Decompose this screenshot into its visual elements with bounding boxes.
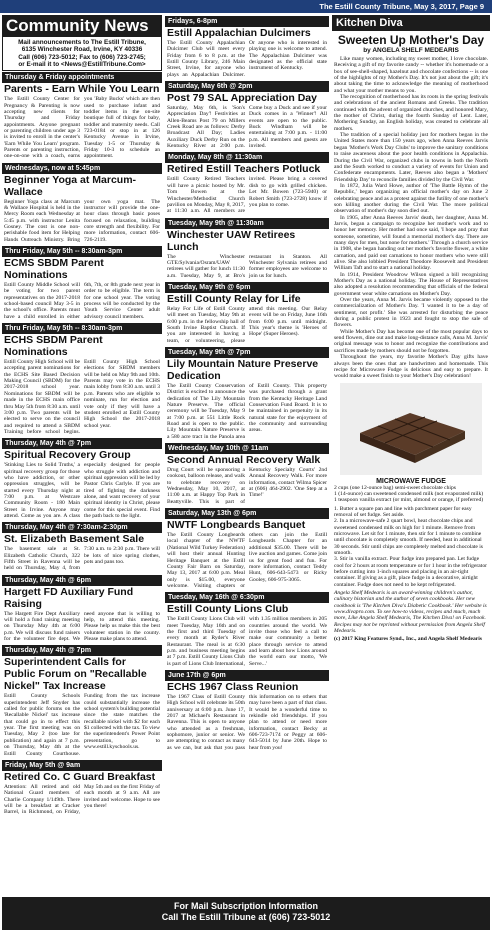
event-date-bar: Tuesday, May 16th @ 6:30pm [165,592,329,603]
event-body: The Hargett Fire Dept Auxiliary will hold a fund raising meeting on Thursday May 4th at 6:00 p.m. We will discuss fund raisers for the volunteer fire dept. We need anyone that is willing to help, to attend this meeting. Please help us make this the best volunteer station in the county. Please make plans to attend. [4,610,160,643]
event-body: Estill County Schools superintendent Jeff Snyder has called for public forums on the 'Recallable Nickel' tax increase that could go in to effect this year. The first meeting was on Tuesday, May 2 (too late for publication) and again at 7 p.m. on Thursday, May 4th at the Estill County Courthouse. Funding from the tax increase could substantially increase the school system's building potential since the state matches the recallable nickel with $2 for each $1 collected with the tax. To view the superintendent's Power Point presentation, go to www.estill.kyschools.us. [4,693,160,757]
recipe-step: 2. In a microwave-safe 2 quart bowl, heat chocolate chips and sweetened condensed milk on high for 1 minute. Remove from microwave. Let sit for 1 minute, then stir for 1 minute to combine until chocolate is completely smooth. If needed, heat in additional 30 seconds. Stir until chips are completely melted and chocolate is smooth. [334,518,483,556]
event-item [2,575,162,645]
footer-line-2: Call The Estill Tribune at (606) 723-5012 [161,912,331,922]
community-news-title: Community News [2,15,162,37]
event-item [165,16,329,80]
event-item [2,72,162,161]
article-paragraph: In 1914, President Woodrow Wilson signed a bill recognizing Mother's Day as a national holiday. The House of Representatives also adopted a resolution recommending that officials of the federal government wear white carnations on Mother's Day. [334,271,488,297]
article-paragraph: The recognition of motherhood has its roots in the spring festivals and celebrations of the ancient Romans and Greeks. The tradition continued with the advent of organized churches, and honored Mary, the mother of Christ, during the fourth Sunday of Lent. Later, Mothering Sunday, an English holiday, was created to celebrate all mothers. [334,94,488,132]
event-date-bar: Wednesday, May 10th @ 11am [165,443,329,454]
event-date-bar: Tuesday, May 9th @ 7pm [165,347,329,358]
event-item [2,645,162,758]
event-headline: Estill County Relay for Life [167,292,301,305]
subtitle-line: Call (606) 723-5012; Fax to (606) 723-2745; [18,53,146,61]
article-paragraph: Like many women, including my sweet mother, I love chocolate. Receiving a gift of my favorite candy -- whether it's homemade or a box of see-shell-shaped, hazelnut and chocolate confections -- is one of the highlights of my Mother's Day. It's not just about the gift; it's about taking the time to acknowledge the meaning of motherhood and what your mother means to you. [334,56,488,94]
event-date-bar: Fridays, 6-8pm [165,16,329,27]
event-body: The Estill County Center for Pregnancy & Parenting is now accepting new clients for Thursday and Friday appointments. Anyone pregnant or parenting children under age 3 is invited to enroll in the center's 'Earn While You Learn' program. Parents or parenting instruction, one-on-one with a coach, earns you 'Baby Bucks' which are then used to purchase infant and toddler items in the on-site boutique full of things for baby, toddler and maternity needs. Call 723-0184 or stop in at 126 Kentucky Avenue in Irvine, Tuesday 1-5 or Thursday & Friday 10-3 to schedule an appointment. [4,96,160,160]
event-body: Drug Court will be sponsoring a cookout, balloon release, and walk to celebrate recovery on Wednesday, May 10, 2017, at 11:00 a.m. at Happy Top Park in Beattyville. This is part of Kentucky Specialty Courts' 2nd Annual Recovery Walk. For more information, contact Wilma Spicer at (606) 464-2902. 'One Step at a Time!' [167,467,327,505]
event-body: The Estill County Appalachian Dulcimer Club will meet every Friday from 6 to 8 p.m. at the Estill County Library, 246 Main Street, Irvine, for anyone who plays an Appalachian Dulcimer. Or anyone who is interested in playing one is welcome to attend. The Appalachian Dulcimer was designated as the official state instrument of Kentucky. [167,40,327,78]
event-item [165,443,329,507]
recipe-step: 3. Stir in vanilla extract. Pour fudge into prepared pan. Let fudge cool for 2 hours at room temperature or for 1 hour in the refrigerator before cutting into 1-inch squares and placing in an air-tight container. If giving as a gift, place fudge in a decorative, airtight container. Fudge does not need to be kept refrigerated. [334,556,487,588]
event-item [165,670,329,753]
event-headline: Retired Co. C Guard Breakfast [4,770,156,783]
event-date-bar: Saturday, May 13th @ 6pm [165,508,329,519]
event-headline: Estill County Lions Club [167,603,289,616]
ingredient-item: 2 cups (one 12-ounce bag) semi-sweet chocolate chips [334,484,456,491]
event-date-bar: Thursday, May 4th @ 7pm [2,645,162,656]
event-date-bar: Thursday, May 4th @ 7:30am-2:30pm [2,522,162,533]
event-body: Attention: All retired and old National Guard members of Charlie Company 1/149th. There will be a breakfast at Cracker Barrel, in Richmond, on Friday, May 5th and on the first Friday of each month at 9 a.m. All are invited and welcome. Hope to see you there! [4,783,160,816]
event-body: The Estill County Conservation District is excited to announce the dedication of The Lily Mountain Nature Preserve. The official ceremony will be Tuesday, May 9 at 7:00 p.m. at 551 Little Rock Road and is open to the public. Lily Mountain Nature Preserve is a 580 acre tract in the Panola area of Estill County. This property was purchased through a grant from the Kentucky Heritage Land Conservation Fund Board. It is to be maintained in perpetuity in its natural state for the enjoyment of the community and surrounding areas. [167,382,327,440]
event-body: 'Stinking Lies to Solid Truths,' a spiritual recovery group for those who have addiction, or other oppression struggles, will be started every Thursday night at 7:00 p.m. at Westcare Community Room - 180 Main Street in Irvine. Anyone may attend. Come as you are. A class especially designed for people who struggle with addiction and spiritual oppression will be led by Pastor Chris Carlyle. If you are tired of fighting the darkness alone, and want recovery of your spiritual identity in Christ, please come for this special event. Find the path back to the light. [4,462,160,519]
subscription-footer [2,897,490,930]
subtitle-line: 6135 Winchester Road, Irvine, KY 40336 [21,46,143,54]
fudge-photo [340,383,482,475]
event-item [2,760,162,818]
event-headline: Spiritual Recovery Group [4,449,131,462]
community-news-subtitle [2,37,162,71]
column-community-news [2,15,162,895]
event-date-bar: Thursday, May 4th @ 6pm [2,575,162,586]
article-paragraph: The tradition of a special holiday just for mothers began in the United States more than 150 years ago, when Anna Reeves Jarvis began 'Mother's Work Day Clubs' to improve the sanitary conditions to raise awareness about the poor health conditions in Appalachia. During the Civil War, organized clubs in towns in both the North and the South worked to conduct a variety of events for Union and Confederate encampments. Later, Reeves also began a 'Mothers' Friendship Day' to reconcile families divided by the Civil War. [334,132,488,183]
author-bio: Angela Shelf Medearis is an award-winning children's author, culinary historian and the author of seven cookbooks. Her new cookbook is 'The Kitchen Diva's Diabetic Cookbook.' Her website is www.divapro.com. To see how-to videos, recipes and much, much more, Like Angela Shelf Medearis, The Kitchen Diva! on Facebook. Recipes may not be reprinted without permission from Angela Shelf Medearis. [334,590,487,635]
event-body: Beginner Yoga class at Marcum & Wallace Hospital is held in the Mercy Room each Wednesday at 5:45 p.m. with instructor Lenita Gosney. The cost is one non-perishable food item for Helping Hands Outreach Ministry. Bring your own yoga mat. The instructor will provide the one-hour class through basic poses focused on relaxation, building core strength and flexibility. For more information, contact 606-726-2119. [4,198,160,243]
event-headline: Post 79 SAL Appreciation Day [167,92,317,105]
event-headline: NWTF Longbeards Banquet [167,519,306,532]
article-body [332,56,490,380]
event-item [2,438,162,521]
article-byline: by ANGELA SHELF MEDEARIS [363,47,459,54]
event-date-bar: Tuesday, May 9th @ 6pm [165,282,329,293]
event-headline: Lily Mountain Nature Preserve Dedication [167,357,319,382]
event-item [165,218,329,281]
event-body: Estill County Middle School will be voting for two parent representatives on the 2017-2018 school-based council May 3-5 in the school's office. Parents must have a child enrolled in either 6th, 7th, or 8th grade next year in order to be eligible. The term is for one school year. The voting process will be conducted by the Youth Service Center adult advisory council members. [4,282,160,320]
event-body: Relay For Life of Estill County will meet on Tuesday, May 9th at 6:00 p.m. in the fellowship hall of South Irvine Baptist Church. If you are interested in having a team, or volunteering, please attend this meeting. Our Relay event will be on Friday, June 16th from 6:00 p.m. until midnight. This year's theme is 'Heroes of Hope' (Super Heroes). [167,305,327,344]
event-headline: St. Elizabeth Basement Sale [4,533,145,546]
event-body: Saturday, May 6th, is 'Son's Appreciation Day'! Festivities at Allen-Beams Post 79 on Millers Creek Road are as follows: Derby Broadcast All Day; Ladies Auxiliary Duck Derby Run on the Kentucky River at 2:00 p.m. Come buy a Duck and see if your Duck comes in a 'Winner'! All events are open to the public. Buck Windham will be entertaining at 7:00 p.m. - 11:00 p.m. All members and guests are invited. [167,105,327,150]
event-item [165,152,329,216]
event-date-bar: Thru Friday, May 5th -- 8:30am-3pm [2,246,162,257]
recipe-title: MICROWAVE FUDGE [376,477,446,485]
event-item [165,592,329,669]
event-date-bar: Wednesdays, now at 5:45pm [2,163,162,174]
event-body: Estill County Retired Teachers will have a picnic hosted by Mr. Tom Bowen at the Winchester/Methodist Church pavilion on Monday, May 8, 2017, at 11:30 a.m. All members are invited. Please bring a covered dish to go with grilled chicken. Let Mr. Bowen (723-5940) or Robert Smith (723-2728) know if you plan to come. [167,176,327,215]
event-item [165,508,329,591]
article-paragraph: While Mother's Day has become one of the most popular days to send flowers, dine out and make long-distance calls, Anna M. Jarvis' original message was to honor and recognize the contributions and sacrifices made by mothers should not be forgotten. [334,328,488,354]
event-item [165,81,329,151]
event-headline: Retired Estill Teachers Potluck [167,163,321,176]
event-body: The Estill County Lions Club will meet Tuesday, May 16th and on the first and third Tuesday of every month at Ryder's River Restaurant. The meal is at 6:30 p.m. and business meeting begins at 7 p.m. Estill County Lions Club is part of Lions Club International, with 1.35 million members in 205 countries around the world. We invite those who feel a call to make our community a better place through service to attend and learn about how Lions around the world earn our motto, 'We Serve...' [167,616,327,667]
event-headline: ECHS SBDM Parent Nominations [4,334,103,359]
event-date-bar: Thursday, May 4th @ 7pm [2,438,162,449]
event-item [2,246,162,322]
event-item [165,347,329,442]
page-header: The Estill County Tribune, May 3, 2017, Page 9 [0,0,492,13]
event-item [2,163,162,245]
event-body: Estill County High School will be accepting parent nominations for the ECHS Site Based Decision Making Council (SBDM) for the 2017-2018 school year. Nominations for SBDM will be made in the ECHS main office thru May 5th from 8:30 a.m. until 3:00 p.m. Two parents will be elected to serve on the council and required to attend a SBDM Training before school begins. Estill County High School elections for SBDM members will be held on May 9th and 10th. Parents may vote in the ECHS main lobby from 8:30 a.m. until 3 p.m. Parents who are eligible to nominate, run for election and vote only if they will have a student enrolled at Estill County High School the 2017-2018 school year. [4,359,160,435]
event-headline: Beginner Yoga at Marcum-Wallace [4,173,137,198]
article-paragraph: Throughout the years, my favorite Mother's Day gifts have always been the ones that are handwritten and homemade. This recipe for Microwave Fudge is delicious and easy to prepare. It would make a sweet finish to your Mother's Day celebration! [334,354,488,380]
event-body: The 1967 Class of Estill County High School will celebrate its 50th anniversary at 6:00 p.m. June 17, 2017 at Michael's Restaurant in Ravenna. This is open to anyone who attended as a freshman, sophomore, junior or senior. We are attempting to contact as many as we can, but ask that you pass this information on to others that may have been a part of that class. It would be a wonderful time to rekindle old friendships. If you plan to attend or need more information, contact Becky at 606-723-7174 or Peggy at 606-643-5014 by June 20th. Hope to hear from you! [167,693,327,751]
ingredient-item: 1 teaspoon vanilla extract (or mint, almond or orange, if preferred) [334,497,484,504]
event-body: The Estill County Longbeards local chapter of the NWTF (National Wild Turkey Federation) will host their annual Hunting Heritage Banquet at the Estill County Fair Barn on Saturday, May 13, 2017 at 6:00 p.m. Meal only is $15.00, everyone welcome. Visiting chapters or others can join the Estill Longbeards Chapter for an additional $35.00. There will be live auction and games. Come join us for great food and fun. For more information, contact Teddy Hunt, 606-643-5473 or Ricky Gooley, 606-975-3065. [167,532,327,589]
article-paragraph: Over the years, Anna M. Jarvis became violently opposed to the commercialization of Mother's Day. 'I wanted it to be a day of sentiment, not profit.' She was arrested for disturbing the peace during a public protest in 1923 and fought to stop the sale of flowers. [334,297,488,329]
event-headline: ECHS 1967 Class Reunion [167,680,299,693]
article-paragraph: In 1872, Julia Ward Howe, author of 'The Battle Hymn of the Republic,' began organizing an official mother's day on June 2 celebrating peace and as a protest against the futility of one mother's son killing another during the Civil War. The more political observation of mother's day soon died out. [334,182,488,215]
copyright-line: (c) 2017 King Features Synd., Inc., and Angela Shelf Medearis [334,636,482,643]
event-headline: Estill Appalachian Dulcimers [167,27,311,39]
footer-line-1: For Mail Subscription Information [174,901,318,911]
subtitle-line: or E-mail it to <News@EstillTribune.Com> [18,60,146,68]
subtitle-line: Mail announcements to The Estill Tribune, [18,39,146,46]
event-item [165,282,329,346]
event-item [2,522,162,573]
event-headline: Superintendent Calls for Public Forum on "Recallable Nickel" Tax Increase [4,656,147,693]
event-body: The Winchester GTE/Sylvania/Osram/UAW retirees will gather for lunch 11:30 a.m. Tuesday, May 9, at Bro's restaurant in Stanton. All Winchester Sylvania retirees and former employees are welcome to join us for lunch. [167,253,327,279]
article-paragraph: In 1905, after Anna Reeves Jarvis' death, her daughter, Anna M. Jarvis, began a campaign to recognize her mother's work and to honor her memory. Her mother had once said, 'I hope and pray that someone, sometime, will found a memorial mother's day. There are many days for men, but none for mothers.' Through a church service in 1908, she began handing out her mother's favorite flower, a white carnation, and paid out carnations to honor mothers who were still alive. She also lobbied President Theodore Roosevelt and President William Taft and to start a national holiday. [334,214,488,272]
recipe-steps [332,506,490,588]
event-date-bar: June 17th @ 6pm [165,670,329,681]
event-headline: ECMS SBDM Parent Nominations [4,257,104,282]
kitchen-diva-title: Kitchen Diva [332,15,490,31]
event-headline: Hargett FD Auxiliary Fund Raising [4,585,134,610]
event-headline: Second Annual Recovery Walk [167,454,321,467]
event-date-bar: Friday, May 5th @ 9am [2,760,162,771]
event-date-bar: Saturday, May 6th @ 2pm [165,81,329,92]
recipe-step: 1. Butter a square pan and line with parchment paper for easy removal of set fudge. Set aside. [334,505,472,518]
event-headline: Winchester UAW Retirees Lunch [167,228,296,253]
event-body: The basement sale at St. Elizabeth Catholic Church, 322 Fifth Street in Ravenna will be held on Thursday, May 4, from 7:30 a.m. to 2:30 p.m. There will be lots of nice spring clothes, pots and pans too. [4,546,160,572]
article-headline: Sweeten Up Mother's Day [337,33,485,47]
recipe-ingredients [332,485,490,504]
event-item [2,323,162,437]
event-date-bar: Thursday & Friday appointments [2,72,162,83]
column-kitchen-diva [332,15,490,895]
ingredient-item: 1 (14-ounce) can sweetened condensed milk (not evaporated milk) [334,490,484,497]
column-events [165,15,329,895]
event-date-bar: Tuesday, May 9th @ 11:30am [165,218,329,229]
event-headline: Parents - Earn While You Learn [4,83,160,96]
event-date-bar: Monday, May 8th @ 11:30am [165,152,329,163]
event-date-bar: Thru Friday, May 5th -- 8:30am-3pm [2,323,162,334]
